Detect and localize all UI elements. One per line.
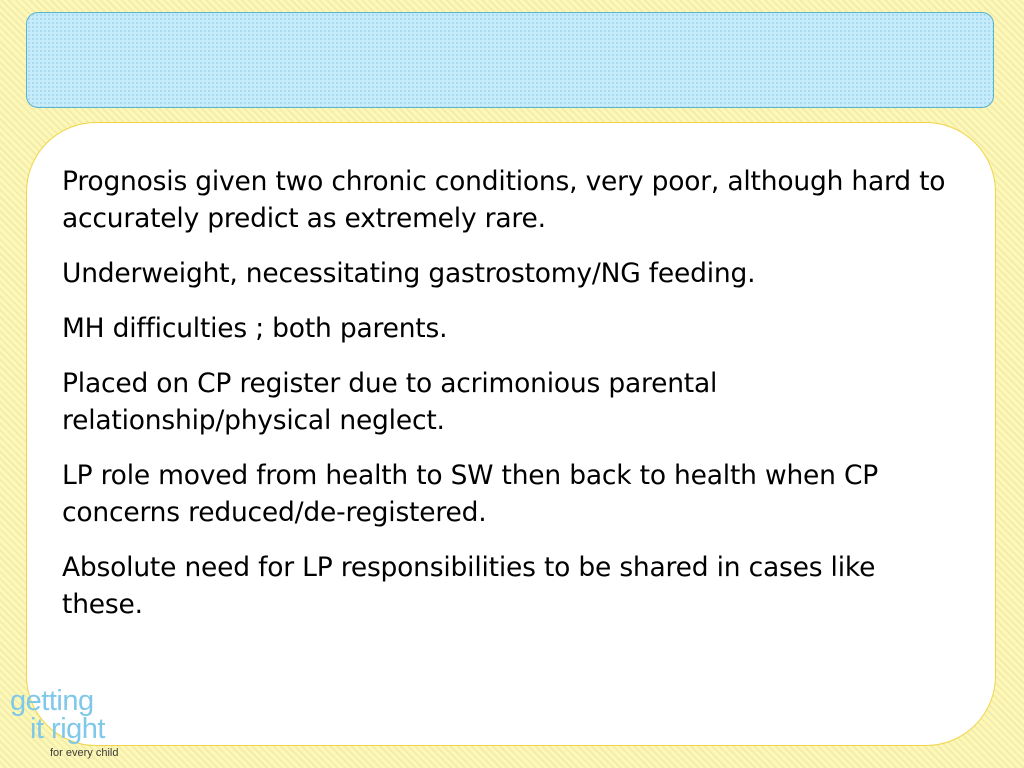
bullet-lp-responsibilities: Absolute need for LP responsibilities to be shared in cases like these. [62,552,876,620]
bullet-list [62,163,962,641]
bullet-underweight: Underweight, necessitating gastrostomy/NG feeding. [62,258,756,289]
bullet-prognosis: Prognosis given two chronic conditions, very poor, although hard to accurately predict as extremely rare. [62,166,946,234]
getting-it-right-logo [10,686,150,766]
logo-line-it-right: it right [30,713,105,745]
slide-title-bar [26,12,994,108]
bullet-mh-difficulties: MH difficulties ; both parents. [62,313,448,344]
logo-line-getting: getting [10,685,94,717]
bullet-lp-role: LP role moved from health to SW then back to health when CP concerns reduced/de-registered. [62,460,879,528]
logo-line-for-every-child: for every child [50,747,119,759]
bullet-cp-register: Placed on CP register due to acrimonious parental relationship/physical neglect. [62,368,718,436]
